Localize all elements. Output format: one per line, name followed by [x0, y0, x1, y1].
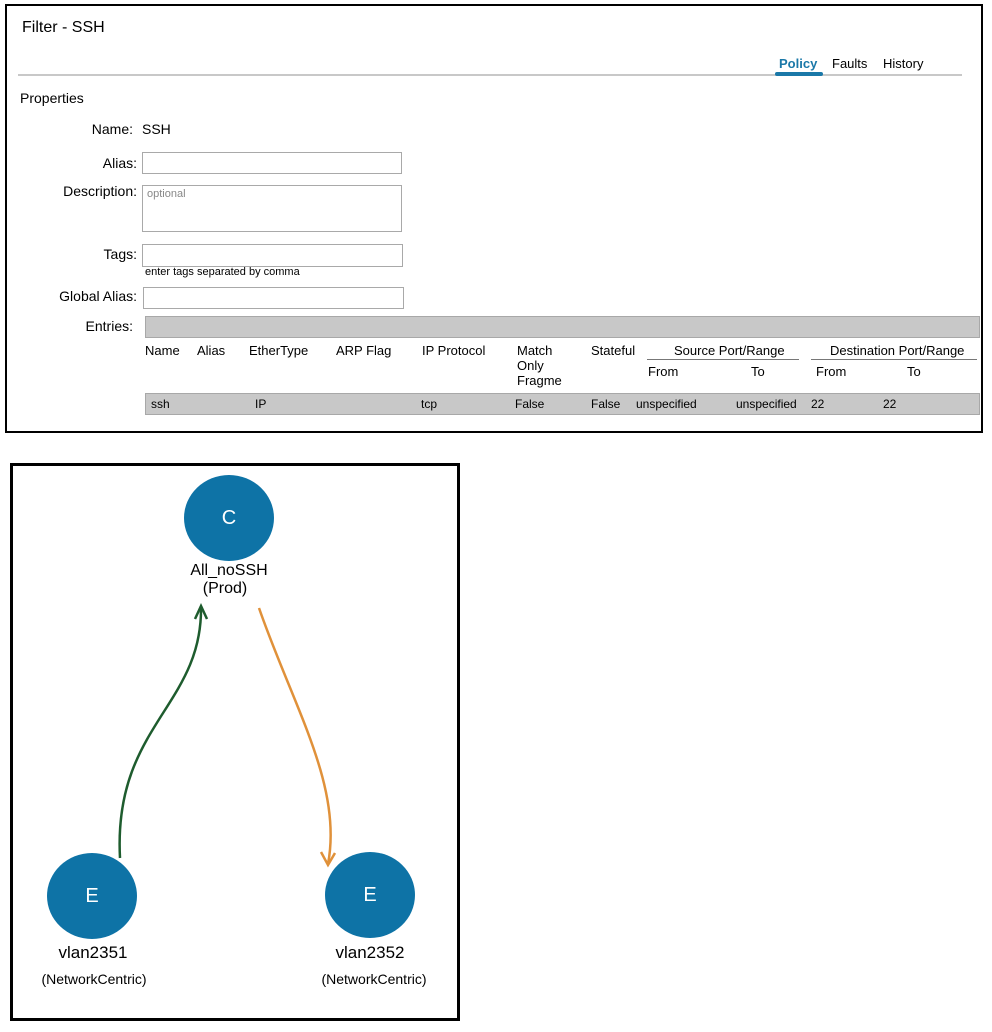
epg-left-letter: E	[85, 884, 99, 907]
properties-heading: Properties	[20, 90, 84, 106]
col-name[interactable]: Name	[145, 343, 180, 358]
col-source-to[interactable]: To	[751, 364, 765, 379]
contract-name: All_noSSH	[190, 562, 268, 579]
epg-node-vlan2352[interactable]	[325, 852, 415, 938]
entries-label: Entries:	[85, 318, 133, 334]
source-group-divider	[647, 359, 799, 360]
tags-input[interactable]	[142, 244, 403, 267]
col-match-only-fragment[interactable]: Match	[517, 343, 553, 358]
epg-right-letter: E	[363, 883, 377, 906]
consumer-arrow	[120, 606, 201, 858]
panel-title: Filter - SSH	[22, 19, 105, 36]
cell-ethertype: IP	[255, 397, 267, 411]
col-ip-protocol[interactable]: IP Protocol	[422, 343, 486, 358]
col-destination-port-range: Destination Port/Range	[830, 343, 965, 358]
description-label: Description:	[63, 183, 137, 199]
cell-dest-to: 22	[883, 397, 897, 411]
tab-policy[interactable]: Policy	[779, 56, 818, 71]
tab-faults[interactable]: Faults	[832, 56, 868, 71]
contract-node[interactable]	[184, 475, 274, 561]
global-alias-label: Global Alias:	[59, 288, 137, 304]
cell-source-from: unspecified	[636, 397, 697, 411]
epg-left-name: vlan2351	[58, 943, 128, 962]
cell-source-to: unspecified	[736, 397, 797, 411]
filter-panel	[5, 4, 983, 433]
col-arp-flag[interactable]: ARP Flag	[336, 343, 392, 358]
tab-history[interactable]: History	[883, 56, 924, 71]
col-source-port-range: Source Port/Range	[674, 343, 785, 358]
destination-group-divider	[811, 359, 977, 360]
name-label: Name:	[91, 121, 133, 137]
col-source-from[interactable]: From	[648, 364, 679, 379]
alias-input[interactable]	[142, 152, 402, 174]
contract-topology-panel	[10, 463, 460, 1021]
name-value: SSH	[142, 121, 171, 137]
col-alias[interactable]: Alias	[197, 343, 226, 358]
col-ethertype[interactable]: EtherType	[249, 343, 309, 358]
cell-name: ssh	[151, 397, 170, 411]
epg-node-vlan2351[interactable]	[47, 853, 137, 939]
provider-arrow	[259, 608, 331, 864]
contract-tenant: (Prod)	[202, 580, 248, 597]
col-match-only-fragment-line2: Only	[517, 358, 544, 373]
epg-right-app: (NetworkCentric)	[321, 971, 427, 987]
description-textarea[interactable]: optional	[142, 185, 402, 232]
cell-match-only-fragment: False	[515, 397, 545, 411]
col-match-only-fragment-line3: Fragme	[517, 373, 562, 388]
col-dest-to[interactable]: To	[907, 364, 921, 379]
tags-hint: enter tags separated by comma	[145, 266, 300, 278]
contract-node-letter: C	[221, 506, 237, 529]
col-stateful[interactable]: Stateful	[591, 343, 636, 358]
cell-ip-protocol: tcp	[421, 397, 438, 411]
alias-label: Alias:	[102, 155, 137, 171]
tab-policy-underline	[775, 72, 823, 76]
cell-stateful: False	[591, 397, 621, 411]
epg-right-name: vlan2352	[335, 943, 405, 962]
entries-toolbar	[145, 316, 980, 338]
tags-label: Tags:	[103, 246, 137, 262]
col-dest-from[interactable]: From	[816, 364, 847, 379]
global-alias-input[interactable]	[143, 287, 404, 309]
table-row[interactable]	[145, 393, 980, 415]
epg-left-app: (NetworkCentric)	[41, 971, 147, 987]
cell-dest-from: 22	[811, 397, 825, 411]
